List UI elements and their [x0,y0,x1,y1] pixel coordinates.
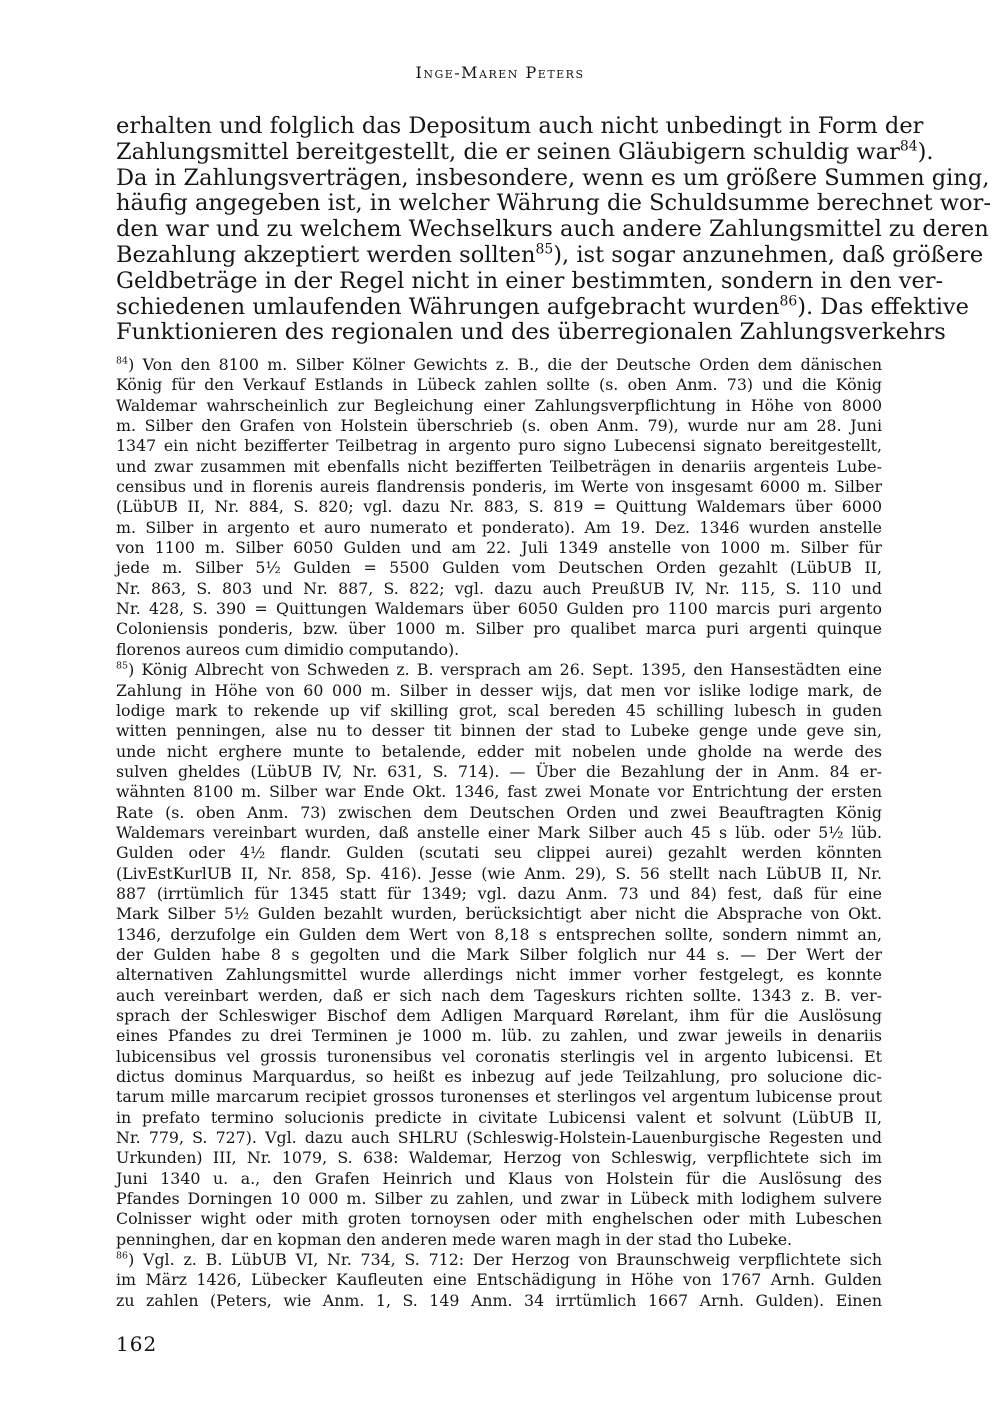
footnote-85-line: lubicensibus vel grossis turonensibus vel coronatis sterlingis vel in argento lubicensi. Et [116,1046,882,1066]
body-line: schiedenen umlaufenden Währungen aufgebracht wurden$^{86}$). Das effektive [116,293,969,320]
footnote-85-line: Rate (s. oben Anm. 73) zwischen dem Deutschen Orden und zwei Beauftragten König [116,802,882,822]
footnote-85-line: Nr. 779, S. 727). Vgl. dazu auch SHLRU (Schleswig-Holstein-Lauenburgische Regesten und [116,1128,882,1148]
footnote-marker-84: 84 [116,355,129,367]
footnote-ref-85[interactable]: 85 [535,241,554,258]
footnote-84-line: von 1100 m. Silber 6050 Gulden und am 22. Juli 1349 anstelle von 1000 m. Silber für [116,538,882,558]
footnote-84-line: Waldemar wahrscheinlich zur Begleichung einer Zahlungsverpflichtung in Höhe von 8000 [116,395,882,415]
footnote-85-line: penninghen, dar en kopman den anderen mede waren magh in der stad tho Lubeke. [116,1229,793,1249]
footnote-86-line: zu zahlen (Peters, wie Anm. 1, S. 149 Anm. 34 irrtümlich 1667 Arnh. Gulden). Einen [116,1290,882,1310]
footnote-marker-85: 85 [116,660,129,672]
footnote-85-line: 1346, derzufolge ein Gulden dem Wert von 8,18 s entsprechen sollte, sondern nimmt an, [116,924,882,944]
footnote-84-line: und zwar zusammen mit ebenfalls nicht bezifferten Teilbeträgen in denariis argenteis Lube- [116,456,882,476]
running-header: Inge-Maren Peters [415,63,585,82]
body-line: Funktionieren des regionalen und des überregionalen Zahlungsverkehrs [116,319,946,346]
footnote-85-line: tarum mille marcarum recipiet grossos turonenses et sterlingos vel argentum lubicense prout [116,1087,882,1107]
body-line: Bezahlung akzeptiert werden sollten$^{85}$), ist sogar anzunehmen, daß größere [116,241,984,268]
footnote-85-line: sprach der Schleswiger Bischof dem Adligen Marquard Rørelant, ihm für die Auslösung [116,1006,882,1025]
footnote-86-line: $^{86}$) Vgl. z. B. LübUB VI, Nr. 734, S. 712: Der Herzog von Braunschweig verpflichtete sich [116,1250,882,1270]
footnote-84-line: jede m. Silber 5½ Gulden = 5500 Gulden vom Deutschen Orden gezahlt (LübUB II, [116,558,882,578]
footnote-85-line: Waldemars vereinbart wurden, daß anstelle einer Mark Silber auch 45 s lüb. oder 5½ lüb. [116,822,882,842]
footnote-84-line: Nr. 428, S. 390 = Quittungen Waldemars über 6050 Gulden pro 1100 marcis puri argento [116,599,882,619]
footnote-85-line: wähnten 8100 m. Silber war Ende Okt. 1346, fast zwei Monate vor Entrichtung der ersten [116,782,882,802]
footnote-84-line: Coloniensis ponderis, bzw. über 1000 m. Silber pro qualibet marca puri argenti quinque [116,619,882,639]
body-line: den war und zu welchem Wechselkurs auch andere Zahlungsmittel zu deren [116,216,989,243]
footnote-85-line: Mark Silber 5½ Gulden bezahlt wurden, berücksichtigt aber nicht die Absprache von Okt. [116,904,882,924]
footnote-85-line: lodige mark to rekende up vif skilling grot, scal bereden 45 schilling lubesch in guden [116,700,882,720]
body-line: Da in Zahlungsverträgen, insbesondere, wenn es um größere Summen ging, [116,164,990,191]
body-line: erhalten und folglich das Depositum auch nicht unbedingt in Form der [116,113,924,139]
footnote-86-line: im März 1426, Lübecker Kaufleuten eine Entschädigung in Höhe von 1767 Arnh. Gulden [116,1270,882,1290]
footnote-85-line: eines Pfandes zu drei Terminen je 1000 m. lüb. zu zahlen, und zwar jeweils in denariis [116,1026,882,1046]
footnote-85-line: Zahlung in Höhe von 60 000 m. Silber in desser wijs, dat men vor islike lodige mark, de [116,680,882,700]
footnote-85-line: Juni 1340 u. a., den Grafen Heinrich und Klaus von Holstein für die Auslösung des [116,1168,882,1188]
body-line: häufig angegeben ist, in welcher Währung die Schuldsumme berechnet wor- [116,190,991,217]
footnote-85-line: Gulden oder 4½ flandr. Gulden (scutati seu clippei aurei) gezahlt werden könnten [116,843,882,863]
footnote-marker-86: 86 [116,1250,129,1262]
footnote-ref-86[interactable]: 86 [779,293,798,310]
body-line: Zahlungsmittel bereitgestellt, die er seinen Gläubigern schuldig war$^{84}$). [116,138,934,165]
footnote-85-line: in prefato termino solucionis predicte in civitate Lubicensi valent et solvunt (LübUB II, [116,1107,882,1127]
footnote-85-line: auch vereinbart werden, daß er sich nach dem Tageskurs richten sollte. 1343 z. B. ver- [116,985,882,1005]
footnote-85-line: sulven gheldes (LübUB IV, Nr. 631, S. 714). — Über die Bezahlung der in Anm. 84 er- [116,761,882,781]
footnote-85-line: unde nicht erghere munte to betalende, edder mit nobelen unde gholde na werde des [116,741,882,761]
footnote-84-line: König für den Verkauf Estlands in Lübeck zahlen sollte (s. oben Anm. 73) und die König [116,375,882,395]
footnote-84-line: florenos aureos cum dimidio computando). [116,639,460,659]
footnote-84-line: (LübUB II, Nr. 884, S. 820; vgl. dazu Nr. 883, S. 819 = Quittung Waldemars über 6000 [116,497,882,517]
footnote-85-line: Urkunden) III, Nr. 1079, S. 638: Waldemar, Herzog von Schleswig, verpflichtete sich im [116,1148,882,1168]
footnote-ref-84[interactable]: 84 [899,138,918,155]
footnote-84-line: 1347 ein nicht bezifferter Teilbetrag in argento puro signo Lubecensi signato bereitgestellt, [116,436,882,456]
page-number: 162 [116,1332,158,1356]
footnote-84-line: $^{84}$) Von den 8100 m. Silber Kölner Gewichts z. B., die der Deutsche Orden dem dänischen [116,355,882,374]
footnote-84-line: m. Silber in argento et auro numerato et ponderato). Am 19. Dez. 1346 wurden anstelle [116,517,882,537]
body-text [116,113,991,346]
footnote-85-line: witten penningen, alse nu to desser tit binnen der stad to Lubeke genge unde geve sin, [116,721,882,741]
footnote-85-line: dictus dominus Marquardus, so heißt es inbezug auf jede Teilzahlung, pro solucione dic- [116,1067,882,1087]
footnote-85-line: $^{85}$) König Albrecht von Schweden z. B. versprach am 26. Sept. 1395, den Hansestädten eine [116,660,882,680]
footnote-84-line: m. Silber den Grafen von Holstein überschrieb (s. oben Anm. 79), wurde nur am 28. Juni [116,416,882,436]
footnote-85-line: Pfandes Dorningen 10 000 m. Silber zu zahlen, und zwar in Lübeck mith lodighem sulvere [116,1189,882,1209]
footnote-85-line: der Gulden habe 8 s gegolten und die Mark Silber folglich nur 44 s. — Der Wert der [116,944,882,964]
body-line: Geldbeträge in der Regel nicht in einer bestimmten, sondern in den ver- [116,267,944,294]
footnote-85-line: alternativen Zahlungsmittel wurde allerdings nicht immer vorher festgelegt, es konnte [116,965,882,985]
footnote-85-line: (LivEstKurlUB II, Nr. 858, Sp. 416). Jesse (wie Anm. 29), S. 56 stellt nach LübUB II, Nr. [116,863,882,883]
footnotes [116,355,882,1311]
footnote-85-line: 887 (irrtümlich für 1345 statt für 1349; vgl. dazu Anm. 73 und 84) fest, daß für eine [116,883,882,903]
footnote-84-line: censibus und in florenis aureis flandrensis ponderis, im Werte von insgesamt 6000 m. Silber [116,477,882,497]
footnote-85-line: Colnisser wight oder mith groten tornoysen oder mith enghelschen oder mith Lubeschen [116,1209,882,1229]
footnote-84-line: Nr. 863, S. 803 und Nr. 887, S. 822; vgl. dazu auch PreußUB IV, Nr. 115, S. 110 und [116,578,882,598]
